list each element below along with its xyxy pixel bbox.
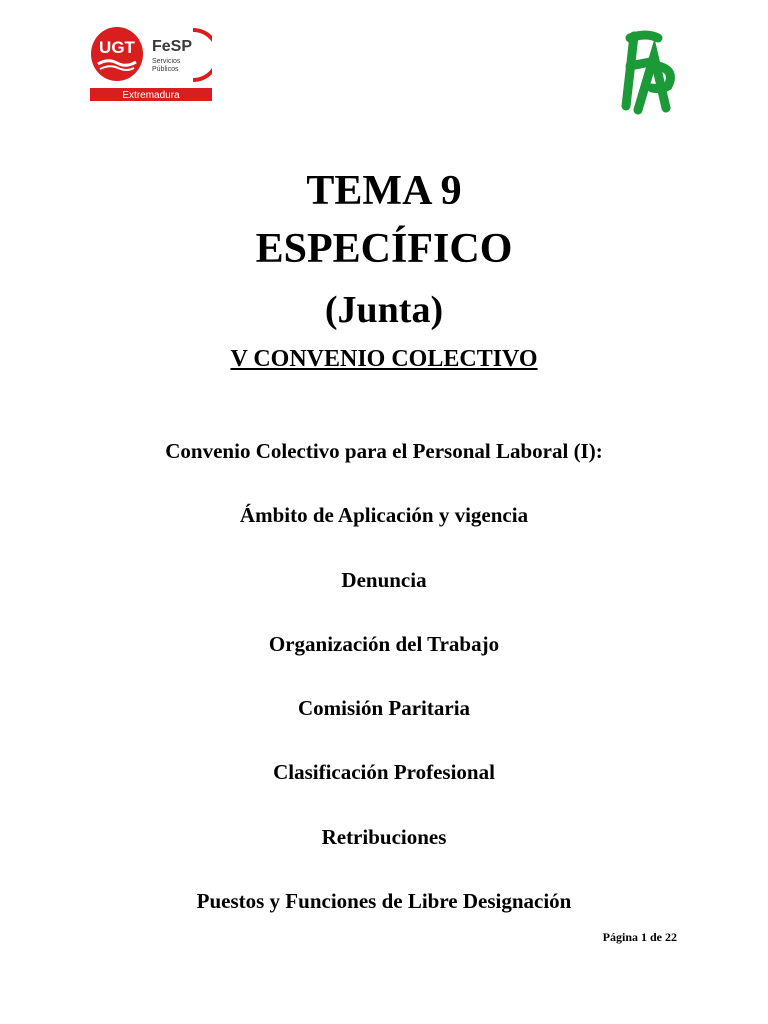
document-subtitle: V CONVENIO COLECTIVO [230, 346, 538, 372]
document-title-line3: (Junta) [324, 289, 444, 331]
topic-item: Organización del Trabajo [268, 631, 500, 656]
svg-text:FSAP: FSAP [608, 26, 611, 27]
topic-item: Retribuciones [321, 824, 447, 849]
svg-text:Servicios: Servicios [152, 58, 181, 65]
topic-item: Puestos y Funciones de Libre Designación [196, 889, 572, 914]
document-title-line1: TEMA 9 [306, 168, 462, 214]
topic-item: Clasificación Profesional [273, 760, 495, 785]
svg-text:Públicos: Públicos [152, 66, 179, 73]
title-block [0, 162, 768, 376]
fsap-logo [608, 26, 680, 116]
document-title-line2: ESPECÍFICO [255, 226, 513, 272]
ugt-fesp-logo [90, 24, 212, 102]
svg-text:FeSP: FeSP [152, 38, 193, 55]
topic-item: Convenio Colectivo para el Personal Laboral (I): [165, 439, 603, 463]
topic-item: Ámbito de Aplicación y vigencia [239, 503, 529, 528]
svg-text:Extremadura: Extremadura [122, 90, 180, 101]
topic-item: Denuncia [341, 567, 427, 592]
svg-text:UGT: UGT [99, 38, 135, 57]
topic-item: Comisión Paritaria [297, 696, 471, 721]
topic-list [0, 435, 768, 949]
page-number: Página 1 de 22 [602, 930, 677, 944]
